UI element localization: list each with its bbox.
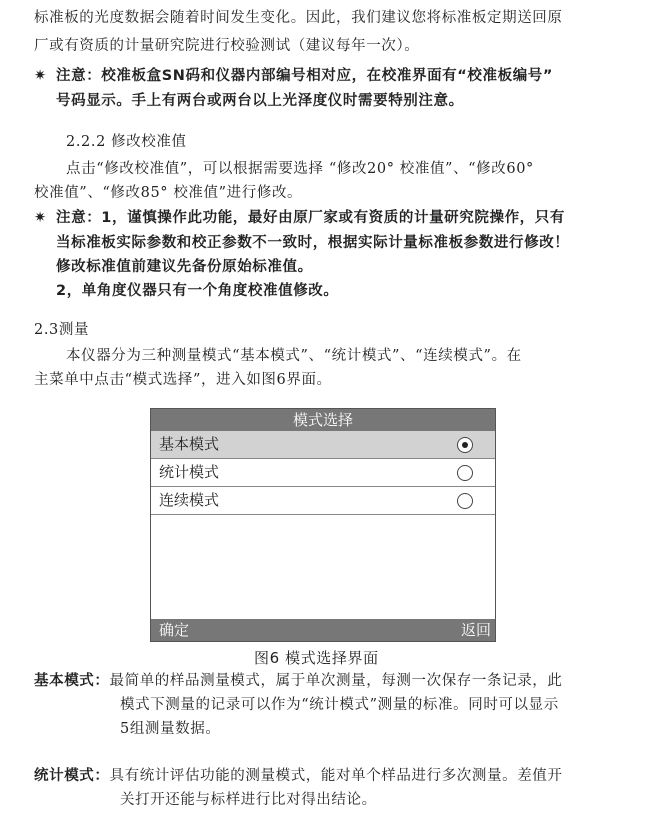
paragraph-line: 主菜单中点击“模式选择”，进入如图6界面。 [34,372,332,388]
asterisk-icon: ✷ [34,68,47,84]
radio-checked-icon[interactable] [457,437,473,453]
definition-line: 关打开还能与标样进行比对得出结论。 [120,792,377,808]
mode-option-statistics[interactable] [151,459,495,487]
mode-option-label: 统计模式 [159,463,220,481]
figure-caption: 图6 模式选择界面 [254,649,379,667]
screen-footer [151,619,495,641]
note-line: 号码显示。手上有两台或两台以上光泽度仪时需要特别注意。 [56,93,464,109]
confirm-button[interactable]: 确定 [159,621,190,639]
definition-line: 统计模式：具有统计评估功能的测量模式，能对单个样品进行多次测量。差值开 [34,768,563,784]
note-line: 2，单角度仪器只有一个角度校准值修改。 [56,283,339,299]
note-line: 当标准板实际参数和校正参数不一致时，根据实际计量标准板参数进行修改！ [56,235,570,251]
mode-option-basic[interactable] [151,431,495,459]
paragraph-line: 点击“修改校准值”，可以根据需要选择 “修改20° 校准值”、“修改60° [66,161,534,177]
mode-option-continuous[interactable] [151,487,495,515]
radio-unchecked-icon[interactable] [457,493,473,509]
definition-term: 统计模式： [34,768,110,784]
note-line: ✷ 注意：校准板盒SN码和仪器内部编号相对应，在校准界面有“校准板编号” [34,68,554,84]
mode-option-label: 连续模式 [159,491,220,509]
definition-term: 基本模式： [34,673,110,689]
screen-title: 模式选择 [151,409,495,431]
note-line: ✷ 注意：1，谨慎操作此功能，最好由原厂家或有资质的计量研究院操作，只有 [34,210,565,226]
back-button[interactable]: 返回 [460,621,491,639]
definition-line: 模式下测量的记录可以作为“统计模式”测量的标准。同时可以显示 [120,697,559,713]
section-heading: 2.2.2 修改校准值 [66,134,187,150]
mode-option-label: 基本模式 [159,435,220,453]
paragraph-line: 厂或有资质的计量研究院进行校验测试（建议每年一次）。 [34,38,420,54]
paragraph-line: 本仪器分为三种测量模式“基本模式”、“统计模式”、“连续模式”。在 [66,348,522,364]
radio-unchecked-icon[interactable] [457,465,473,481]
note-line: 修改标准值前建议先备份原始标准值。 [56,259,313,275]
asterisk-icon: ✷ [34,210,47,226]
paragraph-line: 标准板的光度数据会随着时间发生变化。因此，我们建议您将标准板定期送回原 [34,10,563,26]
section-heading: 2.3测量 [34,322,90,338]
mode-selection-screen [150,408,496,642]
definition-line: 5组测量数据。 [120,721,221,737]
definition-line: 基本模式：最简单的样品测量模式，属于单次测量，每测一次保存一条记录，此 [34,673,563,689]
paragraph-line: 校准值”、“修改85° 校准值”进行修改。 [34,185,303,201]
